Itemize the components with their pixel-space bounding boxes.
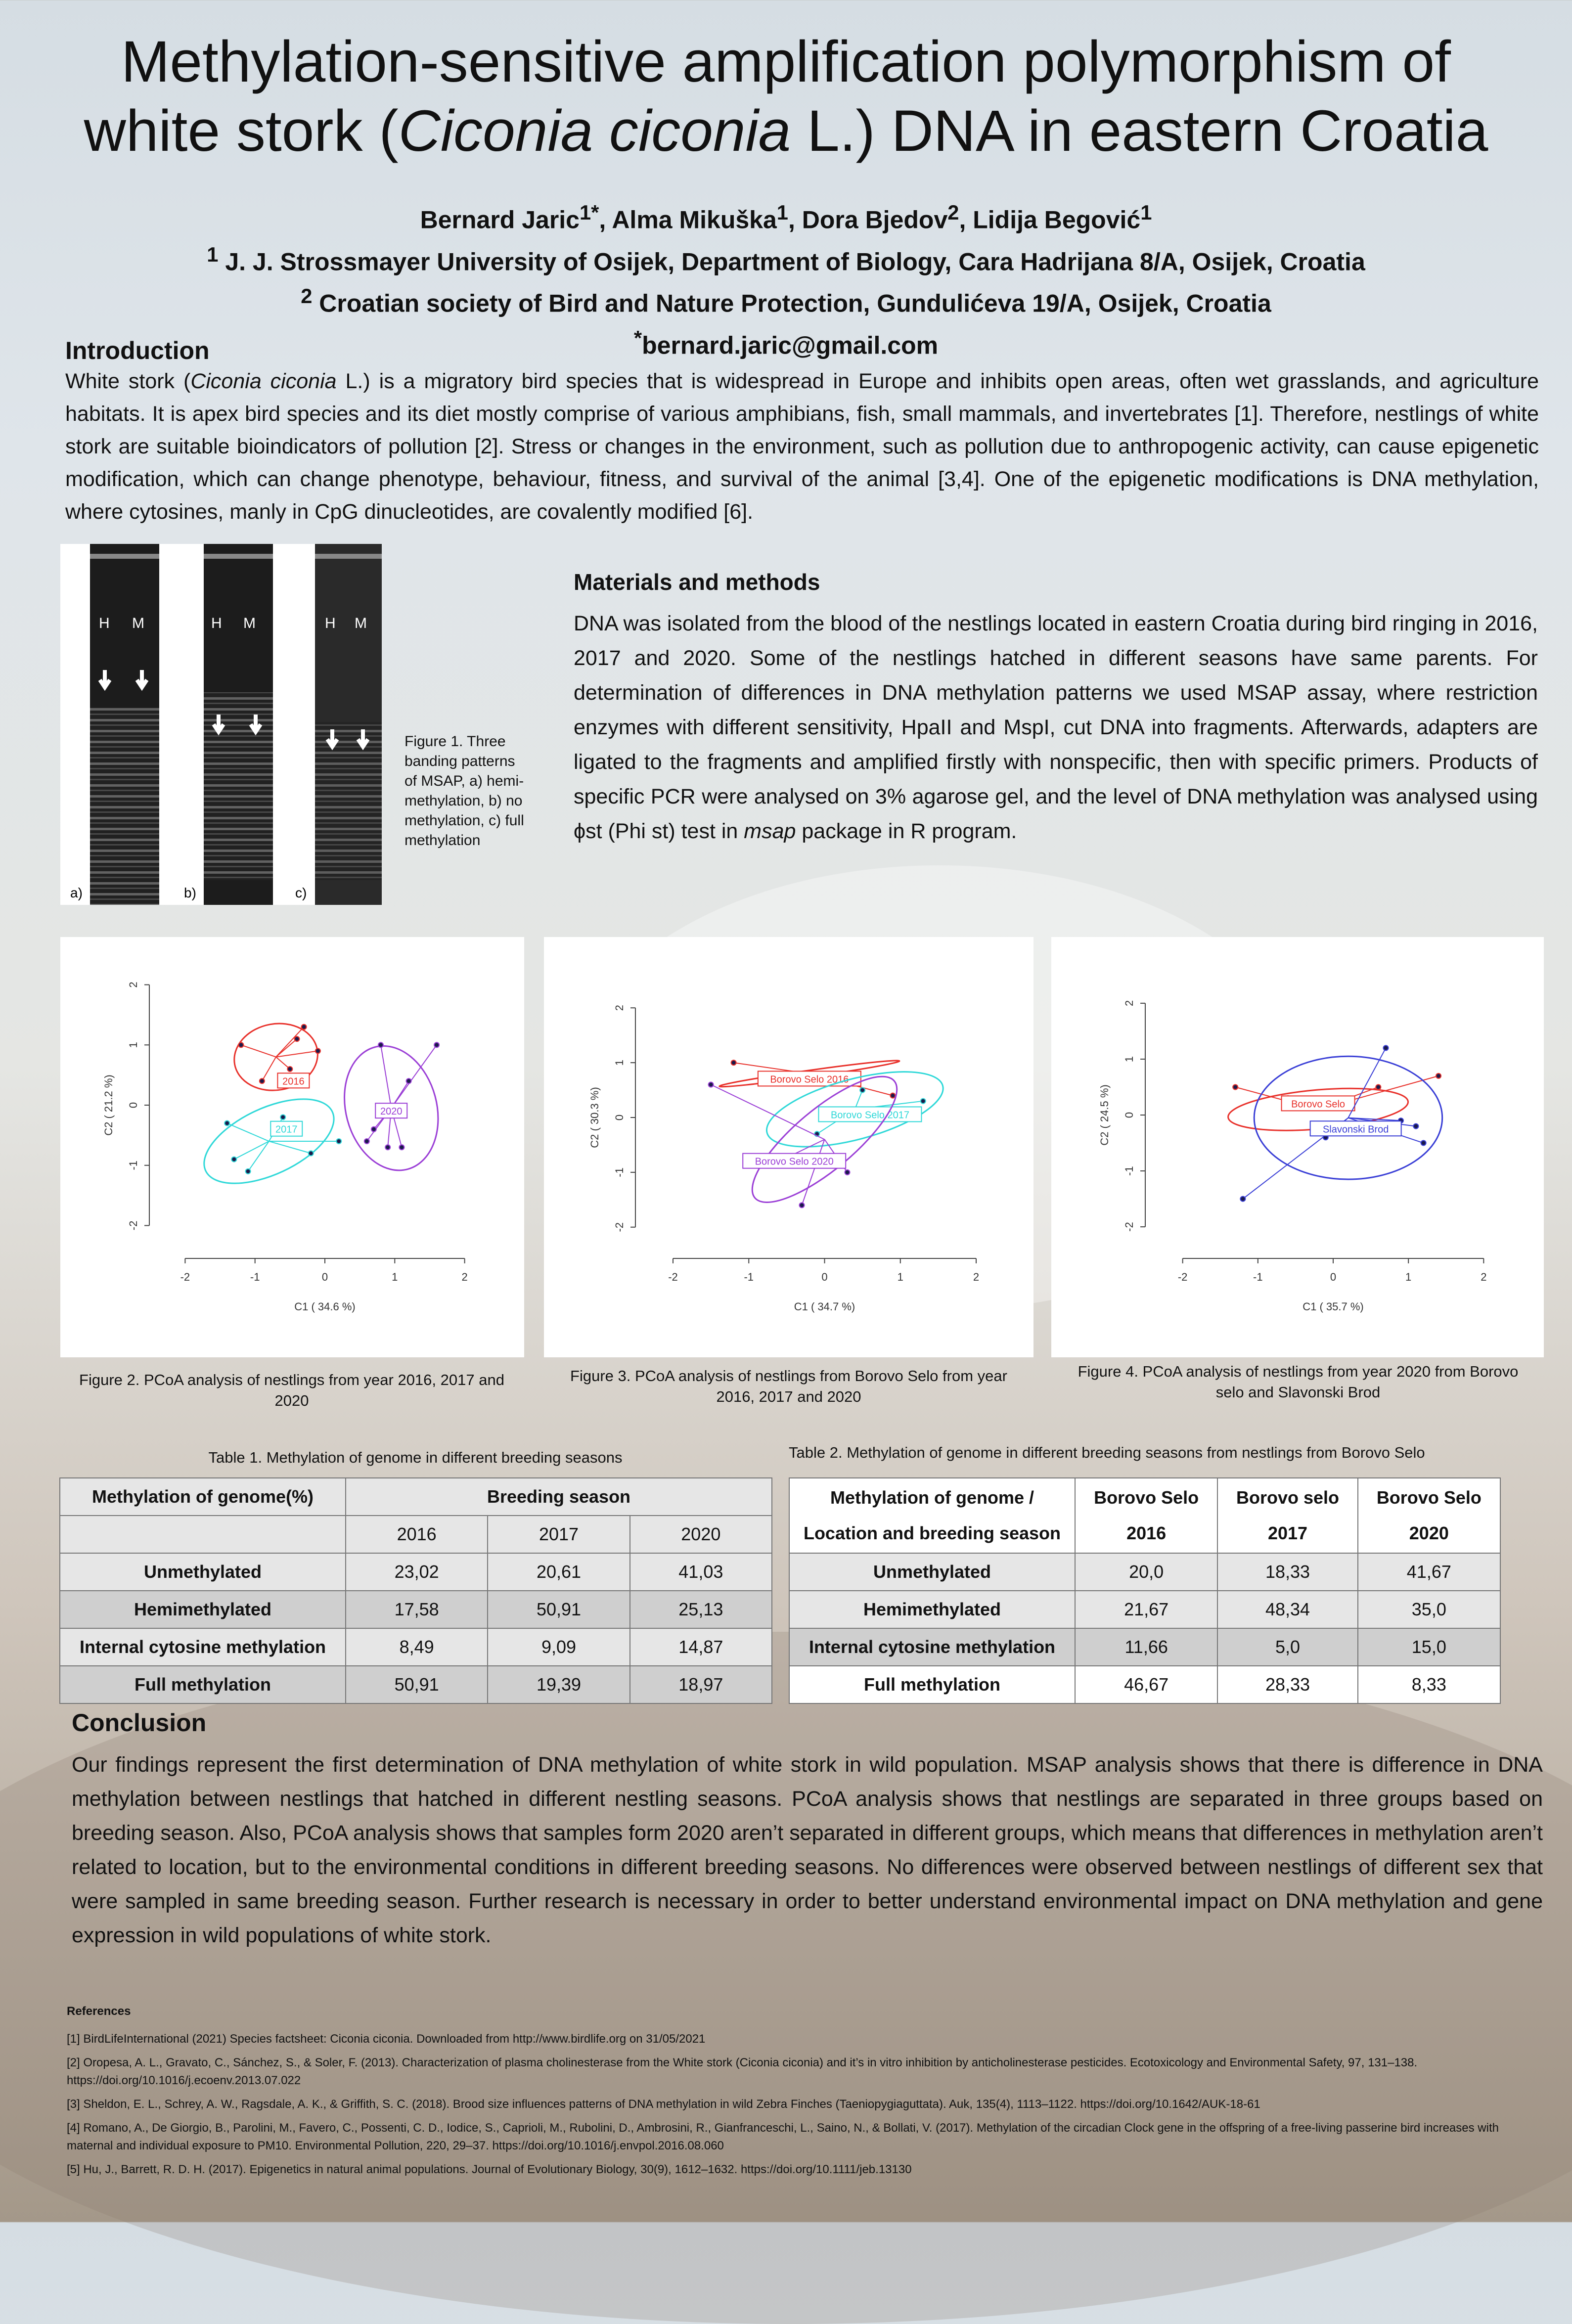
poster-title	[0, 27, 1572, 166]
y-tick-label: -1	[613, 1167, 626, 1177]
lane-label: M	[355, 615, 367, 631]
table-2	[789, 1477, 1501, 1704]
table-year-cell: 2016	[346, 1516, 488, 1553]
table-row	[60, 1628, 772, 1666]
methods-heading: Materials and methods	[574, 569, 820, 595]
email-text: bernard.jaric@gmail.com	[642, 331, 939, 359]
introduction-text	[65, 365, 1539, 528]
conclusion-heading: Conclusion	[72, 1709, 207, 1737]
y-axis-label: C2 ( 21.2 %)	[102, 1074, 115, 1136]
table-row	[60, 1666, 772, 1703]
x-tick-label: 1	[1405, 1271, 1412, 1283]
table-header-text: Borovo selo	[1236, 1487, 1340, 1508]
data-point	[225, 1121, 229, 1126]
x-tick-label: -2	[1177, 1271, 1188, 1283]
data-point	[309, 1151, 314, 1156]
table-cell: 20,61	[488, 1553, 629, 1591]
title-text: white stork (	[84, 98, 399, 164]
table-cell: 5,0	[1217, 1628, 1357, 1666]
table-cell: 20,0	[1075, 1553, 1217, 1591]
table-row	[60, 1591, 772, 1628]
group-spoke	[234, 1141, 269, 1160]
x-tick-label: -2	[668, 1271, 678, 1283]
table-cell: 8,49	[346, 1628, 488, 1666]
x-tick-label: 2	[973, 1271, 980, 1283]
data-point	[709, 1082, 714, 1087]
table-cell: 23,02	[346, 1553, 488, 1591]
intro-species: Ciconia ciconia	[190, 369, 337, 393]
table-header-cell: Methylation of genome(%)	[60, 1478, 346, 1516]
table-cell: 15,0	[1358, 1628, 1500, 1666]
table-header-cell	[1217, 1478, 1357, 1553]
table-cell: 8,33	[1358, 1666, 1500, 1703]
table-cell: 19,39	[488, 1666, 629, 1703]
intro-text: L.) is a migratory bird species that is widespread in Europe and inhibits open areas, often wet grasslands, and agriculture habitats. It is apex bird species and its diet mostly comprise of various amphibians, fish, small mammals, and invertebrates [1]. Therefore, nestlings of white stork are suitable bioindicators of pollution [2]. Stress or changes in the environment, such as pollution due to anthropogenic activity, can cause epigenetic modification, which can change phenotype, behaviour, fitness, and survival of the animal [3,4]. One of the epigenetic modifications is DNA methylation, where cytosines, manly in CpG dinucleotides, are covalently modified [6].	[65, 369, 1539, 524]
conclusion-section	[72, 1708, 1543, 1953]
table-cell: 50,91	[488, 1591, 629, 1628]
methods-section	[574, 569, 1538, 849]
data-point	[800, 1203, 805, 1207]
data-point	[731, 1060, 736, 1065]
table-row	[789, 1591, 1500, 1628]
group-label: Borovo Selo 2016	[770, 1074, 849, 1085]
group-spoke	[241, 1045, 276, 1057]
author-affiliation-mark: 1	[776, 201, 788, 224]
affiliation-2	[0, 279, 1572, 321]
table-cell: 41,03	[630, 1553, 772, 1591]
x-tick-label: 1	[392, 1271, 398, 1283]
y-tick-label: 0	[1123, 1112, 1135, 1118]
y-tick-label: -2	[1123, 1222, 1135, 1232]
email-mark: *	[633, 326, 642, 350]
table-row-label: Hemimethylated	[789, 1591, 1075, 1628]
gel-panels	[60, 544, 382, 905]
methods-text-part: package in R program.	[796, 819, 1017, 843]
y-tick-label: 1	[1123, 1056, 1135, 1063]
reference-item: [1] BirdLifeInternational (2021) Species factsheet: Ciconia ciconia. Downloaded from http://www.birdlife.org on 31/05/2021	[67, 2032, 706, 2046]
references-heading: References	[67, 2005, 131, 2018]
data-point	[1436, 1073, 1441, 1078]
table-header-cell	[60, 1516, 346, 1553]
methylation-table-seasons	[59, 1477, 772, 1704]
figure-1-caption: Figure 1. Three banding patterns of MSAP, a) hemi-methylation, b) no methylation, c) full methylation	[404, 733, 524, 849]
figure-2-pcoa	[60, 937, 524, 1357]
lane-label: M	[243, 615, 256, 631]
table-header-cell	[1075, 1478, 1217, 1553]
table-row	[60, 1553, 772, 1591]
lane-label: H	[325, 615, 336, 631]
reference-item: [4] Romano, A., De Giorgio, B., Parolini, M., Favero, C., Possenti, C. D., Iodice, S., Caprioli, M., Rubolini, D., Ambrosini, R., Gianfranceschi, L., Saino, N., & Bollati, V. (2017). Methylation of the circadian Clock gene in the offspring of a free-living passerine bird increases with maternal and individual exposure to PM10. Environmental Pollution, 220, 29–37. https://doi.org/10.1016/j.envpol.2016.08.060	[67, 2121, 1499, 2152]
y-tick-label: 1	[613, 1060, 626, 1066]
table-row-label: Internal cytosine methylation	[789, 1628, 1075, 1666]
author-name: Lidija Begović	[973, 206, 1141, 234]
group-label: Slavonski Brod	[1322, 1124, 1389, 1135]
group-label: Borovo Selo 2020	[755, 1156, 834, 1167]
title-species: Ciconia ciconia	[398, 98, 791, 164]
table-cell: 14,87	[630, 1628, 772, 1666]
data-point	[399, 1145, 404, 1150]
x-tick-label: -1	[250, 1271, 260, 1283]
table-row-label: Full methylation	[789, 1666, 1075, 1703]
data-point	[238, 1042, 243, 1047]
reference-item: [3] Sheldon, E. L., Schrey, A. W., Ragsdale, A. K., & Griffith, S. C. (2018). Brood size influences patterns of DNA methylation in wild Zebra Finches (Taeniopygiaguttata). Auk, 135(4), 1113–1122. https://doi.org/10.1642/AUK-18-61	[67, 2098, 1260, 2111]
table-header-text: Borovo Selo	[1376, 1487, 1482, 1508]
table-cell: 21,67	[1075, 1591, 1217, 1628]
table-2-caption: Table 2. Methylation of genome in different breeding seasons from nestlings from Borovo Selo	[789, 1444, 1425, 1461]
data-point	[378, 1042, 383, 1047]
lane-label: M	[132, 615, 144, 631]
references-section	[67, 2003, 1530, 2179]
x-axis-label: C1 ( 34.7 %)	[794, 1300, 855, 1313]
table-row-label: Unmethylated	[60, 1553, 346, 1591]
data-point	[246, 1169, 251, 1174]
group-spoke	[262, 1057, 276, 1081]
x-axis-label: C1 ( 34.6 %)	[294, 1300, 356, 1313]
conclusion-text: Our findings represent the first determination of DNA methylation of white stork in wild population. MSAP analysis shows that there is difference in DNA methylation between nestlings that hatched in different nestling seasons. PCoA analysis shows that nestlings are separated in three groups based on breeding season. Also, PCoA analysis shows that samples form 2020 aren’t separated in different groups, which means that differences in methylation aren’t related to location, but to the environmental conditions in different breeding seasons. No differences were observed between nestlings of different sex that were sampled in same breeding season. Further research is necessary in order to better understand environmental impact on DNA methylation and gene expression in wild populations of white stork.	[72, 1753, 1543, 1947]
y-tick-label: -1	[1123, 1166, 1135, 1176]
y-tick-label: -1	[127, 1160, 139, 1170]
table-row	[789, 1553, 1500, 1591]
table-cell: 50,91	[346, 1666, 488, 1703]
methods-package-name: msap	[744, 819, 796, 843]
table-row-label: Unmethylated	[789, 1553, 1075, 1591]
x-tick-label: 2	[461, 1271, 468, 1283]
data-point	[890, 1093, 895, 1098]
pcoa-plot	[60, 937, 524, 1357]
figure-2-caption: Figure 2. PCoA analysis of nestlings from year 2016, 2017 and 2020	[79, 1371, 504, 1409]
y-tick-label: 0	[613, 1114, 626, 1121]
data-point	[385, 1145, 390, 1150]
x-tick-label: -1	[1253, 1271, 1263, 1283]
pcoa-plot	[544, 937, 1033, 1357]
reference-item: [2] Oropesa, A. L., Gravato, C., Sánchez, S., & Soler, F. (2013). Characterization of plasma cholinesterase from the White stork (Ciconia ciconia) and it’s in vitro inhibition by anticholinesterase pesticides. Ecotoxicology and Environmental Safety, 97, 131–138. https://doi.org/10.1016/j.ecoenv.2013.07.022	[67, 2056, 1418, 2087]
table-row-label: Hemimethylated	[60, 1591, 346, 1628]
group-spoke	[1348, 1048, 1386, 1117]
group-label: 2017	[275, 1124, 298, 1135]
panel-label: a)	[70, 885, 83, 900]
x-tick-label: 0	[1330, 1271, 1337, 1283]
figure-3-pcoa	[544, 937, 1033, 1357]
intro-text: White stork (	[65, 369, 191, 393]
methylation-table-borovo-selo	[789, 1477, 1501, 1704]
table-header-text: 2020	[1409, 1523, 1449, 1543]
table-1-caption: Table 1. Methylation of genome in different breeding seasons	[208, 1449, 623, 1466]
table-year-cell: 2020	[630, 1516, 772, 1553]
group-spoke	[381, 1045, 391, 1108]
methods-text-part: DNA was isolated from the blood of the nestlings located in eastern Croatia during bird ringing in 2016, 2017 and 2020. Some of the nestlings hatched in different seasons have same parents. For determination of differences in DNA methylation patterns we used MSAP assay, where restriction enzymes with different sensitivity, HpaII and MspI, cut DNA into fragments. Afterwards, adapters are ligated to the fragments and amplified firstly with nonspecific, then with specific primers. Products of specific PCR were analysed on 3% agarose gel, and the level of DNA methylation was analysed using ϕst (Phi st) test in	[574, 612, 1538, 843]
y-tick-label: 1	[127, 1042, 139, 1048]
author-name: Dora Bjedov	[802, 206, 948, 234]
title-text: L.) DNA in eastern Croatia	[791, 98, 1488, 164]
data-point	[1240, 1197, 1245, 1202]
table-cell: 18,33	[1217, 1553, 1357, 1591]
group-label: 2016	[282, 1076, 305, 1087]
table-row	[789, 1666, 1500, 1703]
affiliation-1	[0, 237, 1572, 279]
affiliation-mark: 1	[207, 242, 219, 266]
group-spoke	[711, 1084, 825, 1139]
table-cell: 46,67	[1075, 1666, 1217, 1703]
introduction-heading: Introduction	[65, 337, 210, 364]
data-point	[1233, 1084, 1238, 1089]
table-cell: 9,09	[488, 1628, 629, 1666]
affiliation-mark: 2	[301, 284, 313, 308]
table-cell: 41,67	[1358, 1553, 1500, 1591]
y-tick-label: 2	[613, 1005, 626, 1011]
author-name: Bernard Jaric	[420, 206, 580, 234]
y-axis-label: C2 ( 30.3 %)	[588, 1087, 601, 1148]
data-point	[336, 1139, 341, 1144]
y-tick-label: 2	[127, 982, 139, 988]
table-row-label: Internal cytosine methylation	[60, 1628, 346, 1666]
data-point	[231, 1157, 236, 1162]
data-point	[371, 1127, 376, 1132]
x-tick-label: 0	[321, 1271, 328, 1283]
table-cell: 48,34	[1217, 1591, 1357, 1628]
table-cell: 18,97	[630, 1666, 772, 1703]
data-point	[860, 1088, 865, 1093]
table-row-label: Full methylation	[60, 1666, 346, 1703]
pcoa-plot	[1051, 937, 1544, 1357]
group-label: Borovo Selo 2017	[830, 1110, 909, 1121]
data-point	[315, 1048, 320, 1053]
table-cell: 35,0	[1358, 1591, 1500, 1628]
data-point	[294, 1036, 299, 1041]
table-year-cell: 2017	[488, 1516, 629, 1553]
author-name: Alma Mikuška	[612, 206, 777, 234]
table-row	[789, 1628, 1500, 1666]
figure-1-gel-image	[60, 544, 382, 905]
x-tick-label: -2	[180, 1271, 190, 1283]
x-axis-label: C1 ( 35.7 %)	[1303, 1300, 1364, 1313]
table-cell: 25,13	[630, 1591, 772, 1628]
data-point	[1376, 1084, 1381, 1089]
table-header-text: Methylation of genome /	[830, 1487, 1034, 1508]
group-spoke	[248, 1141, 269, 1171]
lane-label: H	[99, 615, 110, 631]
data-point	[1421, 1141, 1426, 1146]
data-point	[921, 1099, 926, 1104]
title-line-1: Methylation-sensitive amplification polymorphism of	[121, 29, 1451, 94]
group-spoke	[276, 1027, 304, 1057]
methods-text	[574, 606, 1538, 849]
data-point	[260, 1078, 265, 1083]
data-point	[1413, 1124, 1418, 1129]
table-header-text: 2016	[1126, 1523, 1167, 1543]
table-cell: 17,58	[346, 1591, 488, 1628]
figure-4-caption: Figure 4. PCoA analysis of nestlings from year 2020 from Borovo selo and Slavonski Brod	[1078, 1363, 1519, 1401]
y-tick-label: 2	[1123, 1000, 1135, 1007]
group-spoke	[391, 1045, 437, 1108]
group-spoke	[227, 1123, 269, 1142]
table-cell: 28,33	[1217, 1666, 1357, 1703]
affiliation-text: Croatian society of Bird and Nature Protection, Gundulićeva 19/A, Osijek, Croatia	[319, 289, 1271, 317]
x-tick-label: -1	[744, 1271, 754, 1283]
data-point	[406, 1078, 411, 1083]
data-point	[364, 1139, 369, 1144]
data-point	[302, 1025, 307, 1029]
title-line-2	[0, 96, 1572, 166]
table-header-text: 2017	[1267, 1523, 1308, 1543]
panel-label: c)	[295, 885, 307, 900]
figure-3-caption: Figure 3. PCoA analysis of nestlings from Borovo Selo from year 2016, 2017 and 2020	[570, 1367, 1007, 1405]
author-affiliation-mark: 2	[947, 201, 959, 224]
table-header-text: Location and breeding season	[803, 1523, 1061, 1543]
figure-4-pcoa	[1051, 937, 1544, 1357]
y-tick-label: 0	[127, 1102, 139, 1109]
group-spoke	[269, 1141, 311, 1153]
author-affiliation-mark: 1	[1140, 201, 1152, 224]
lane-label: H	[211, 615, 222, 631]
x-tick-label: 2	[1481, 1271, 1487, 1283]
affiliation-text: J. J. Strossmayer University of Osijek, Department of Biology, Cara Hadrijana 8/A, Osijek, Croatia	[225, 248, 1365, 276]
y-tick-label: -2	[127, 1220, 139, 1231]
group-label: 2020	[380, 1106, 403, 1117]
x-tick-label: 1	[897, 1271, 903, 1283]
table-1	[59, 1477, 772, 1704]
table-header-cell	[1358, 1478, 1500, 1553]
panel-label: b)	[184, 885, 196, 900]
x-tick-label: 0	[821, 1271, 828, 1283]
data-point	[845, 1170, 850, 1175]
data-point	[287, 1067, 292, 1072]
introduction-section	[65, 336, 1539, 528]
group-label: Borovo Selo	[1291, 1099, 1346, 1110]
y-axis-label: C2 ( 24.5 %)	[1098, 1084, 1111, 1146]
table-header-cell	[789, 1478, 1075, 1553]
table-header-cell: Breeding season	[346, 1478, 772, 1516]
table-header-text: Borovo Selo	[1094, 1487, 1199, 1508]
data-point	[280, 1115, 285, 1119]
author-list: Bernard Jaric$^{1*}$, Alma Mikuška$^1$, Dora Bjedov$^2$, Lidija Begović$^1$	[420, 201, 1152, 234]
table-cell: 11,66	[1075, 1628, 1217, 1666]
reference-item: [5] Hu, J., Barrett, R. D. H. (2017). Epigenetics in natural animal populations. Journal of Evolutionary Biology, 30(9), 1612–1632. https://doi.org/10.1111/jeb.13130	[67, 2163, 912, 2176]
data-point	[1384, 1045, 1389, 1050]
data-point	[434, 1042, 439, 1047]
author-affiliation-mark: 1*	[579, 201, 599, 224]
y-tick-label: -2	[613, 1222, 626, 1232]
